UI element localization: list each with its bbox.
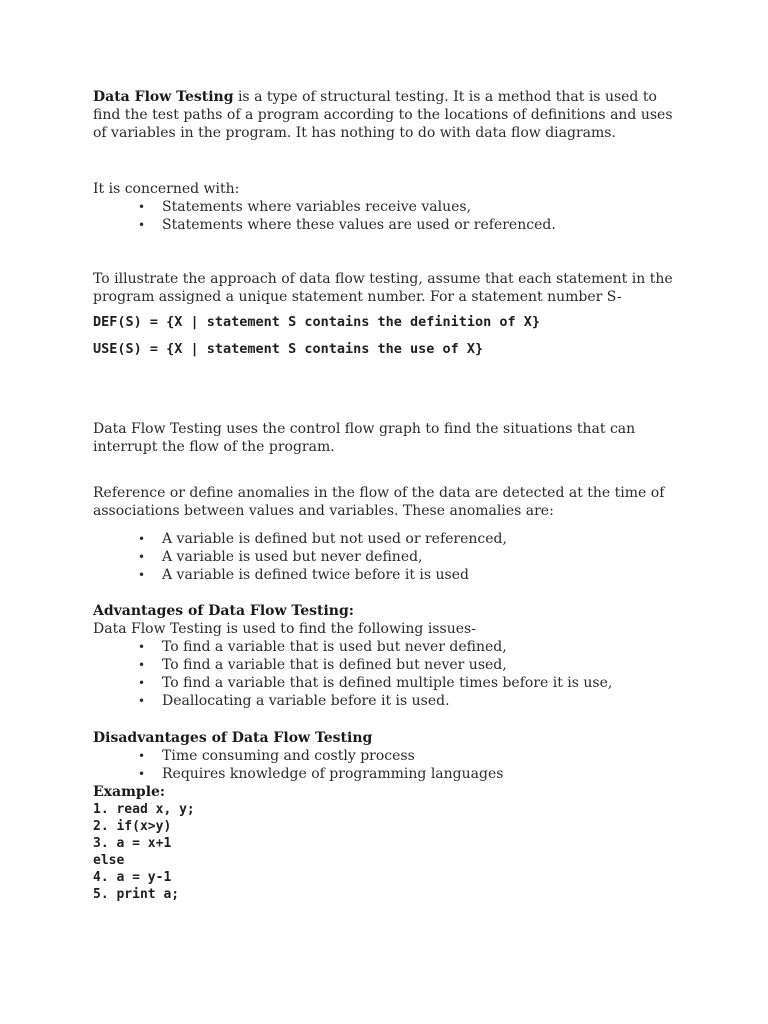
disadvantages-list: [93, 747, 693, 783]
intro-paragraph: [93, 88, 673, 142]
list-item: • Deallocating a variable before it is used.: [93, 692, 693, 710]
intro-text: is a type of structural testing. It is a method that is used to find the test paths of a program according to the locations of definitions and uses of variables in the program. It has nothing to do with data flow diagrams.: [93, 89, 673, 141]
list-item: • A variable is defined but not used or referenced,: [93, 530, 693, 548]
code-line: else: [93, 853, 125, 868]
list-item: • Time consuming and costly process: [93, 747, 693, 765]
advantages-heading: Advantages of Data Flow Testing:: [93, 603, 354, 619]
list-item: • To find a variable that is defined multiple times before it is use,: [93, 674, 693, 692]
list-item: • Statements where these values are used or referenced.: [93, 216, 693, 234]
list-item: • Statements where variables receive values,: [93, 198, 693, 216]
list-item: • Requires knowledge of programming languages: [93, 765, 693, 783]
advantages-list: [93, 638, 693, 710]
code-line: 4. a = y-1: [93, 870, 172, 885]
code-line: 2. if(x>y): [93, 819, 172, 834]
advantages-lead: Data Flow Testing is used to find the following issues-: [93, 621, 476, 637]
code-line: 1. read x, y;: [93, 802, 195, 817]
list-item: • To find a variable that is defined but never used,: [93, 656, 693, 674]
illustrate-paragraph: To illustrate the approach of data flow testing, assume that each statement in the program assigned a unique statement number. For a statement number S-: [93, 271, 673, 305]
anomalies-paragraph: Reference or define anomalies in the flow of the data are detected at the time of associations between values and variables. These anomalies are:: [93, 485, 665, 519]
intro-term: Data Flow Testing: [93, 89, 234, 105]
code-line: 5. print a;: [93, 887, 180, 902]
def-formula: DEF(S) = {X | statement S contains the definition of X}: [93, 314, 541, 330]
code-line: 3. a = x+1: [93, 836, 172, 851]
cfg-paragraph: Data Flow Testing uses the control flow graph to find the situations that can interrupt the flow of the program.: [93, 421, 636, 455]
disadvantages-heading: Disadvantages of Data Flow Testing: [93, 730, 373, 746]
use-formula: USE(S) = {X | statement S contains the use of X}: [93, 341, 484, 357]
concerned-list: [93, 198, 693, 234]
list-item: • A variable is used but never defined,: [93, 548, 693, 566]
list-item: • To find a variable that is used but never defined,: [93, 638, 693, 656]
concerned-lead: It is concerned with:: [93, 181, 240, 197]
example-code: [93, 801, 195, 903]
anomalies-list: [93, 530, 693, 584]
example-heading: Example:: [93, 784, 166, 800]
list-item: • A variable is defined twice before it is used: [93, 566, 693, 584]
